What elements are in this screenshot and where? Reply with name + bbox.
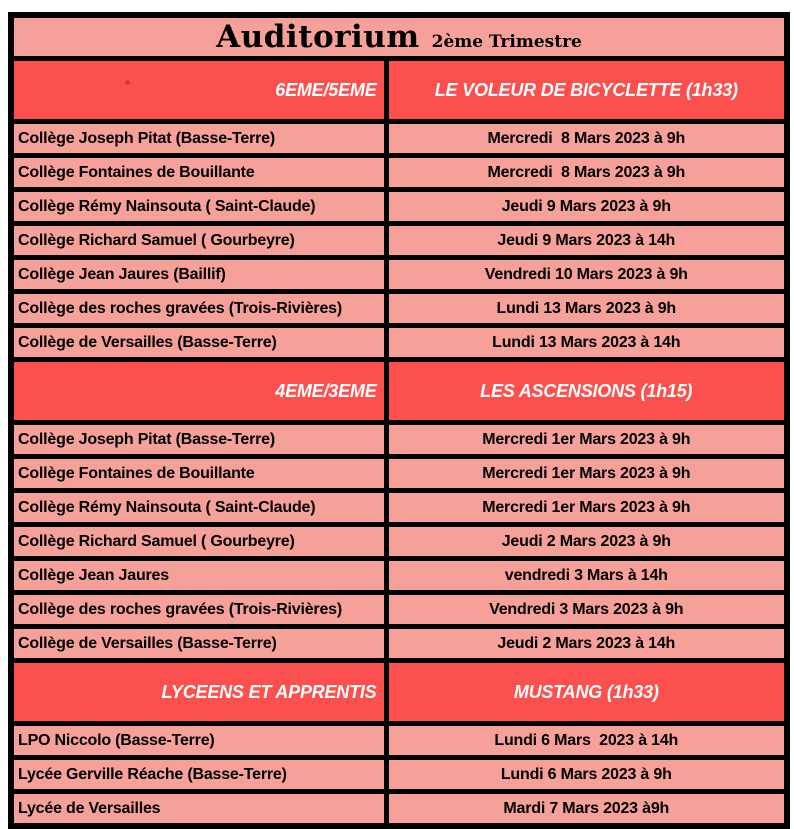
table-row	[11, 292, 787, 326]
table-row	[11, 190, 787, 224]
film-title-cell: LES ASCENSIONS (1h15)	[386, 360, 787, 423]
date-cell: Mercredi 8 Mars 2023 à 9h	[386, 122, 787, 156]
section-header-6eme-5eme	[11, 59, 787, 122]
table-row	[11, 122, 787, 156]
table-row	[11, 559, 787, 593]
date-cell: Jeudi 9 Mars 2023 à 9h	[386, 190, 787, 224]
school-cell: LPO Niccolo (Basse-Terre)	[11, 724, 386, 758]
date-cell: vendredi 3 Mars à 14h	[386, 559, 787, 593]
school-cell: Lycée Gerville Réache (Basse-Terre)	[11, 758, 386, 792]
table-row	[11, 724, 787, 758]
page-subtitle: 2ème Trimestre	[431, 32, 582, 52]
film-title-cell: MUSTANG (1h33)	[386, 661, 787, 724]
school-cell: Collège Jean Jaures	[11, 559, 386, 593]
date-cell: Mercredi 8 Mars 2023 à 9h	[386, 156, 787, 190]
date-cell: Jeudi 2 Mars 2023 à 14h	[386, 627, 787, 661]
table-row	[11, 792, 787, 827]
school-cell: Lycée de Versailles	[11, 792, 386, 827]
section-level-label: 6EME/5EME	[275, 79, 377, 100]
school-cell: Collège Richard Samuel ( Gourbeyre)	[11, 525, 386, 559]
date-cell: Jeudi 2 Mars 2023 à 9h	[386, 525, 787, 559]
school-cell: Collège de Versailles (Basse-Terre)	[11, 627, 386, 661]
table-row	[11, 258, 787, 292]
section-level-cell: LYCEENS ET APPRENTIS	[11, 661, 386, 724]
school-cell: Collège des roches gravées (Trois-Rivières)	[11, 593, 386, 627]
school-cell: Collège des roches gravées (Trois-Rivières)	[11, 292, 386, 326]
school-cell: Collège Fontaines de Bouillante	[11, 156, 386, 190]
school-cell: Collège Richard Samuel ( Gourbeyre)	[11, 224, 386, 258]
table-row	[11, 593, 787, 627]
date-cell: Vendredi 3 Mars 2023 à 9h	[386, 593, 787, 627]
table-row	[11, 525, 787, 559]
school-cell: Collège Jean Jaures (Baillif)	[11, 258, 386, 292]
date-cell: Lundi 13 Mars 2023 à 14h	[386, 326, 787, 360]
table-row	[11, 156, 787, 190]
date-cell: Mercredi 1er Mars 2023 à 9h	[386, 491, 787, 525]
table-row	[11, 224, 787, 258]
schedule-table	[8, 12, 790, 829]
section-header-lyceens	[11, 661, 787, 724]
table-row	[11, 457, 787, 491]
table-row	[11, 758, 787, 792]
date-cell: Lundi 6 Mars 2023 à 14h	[386, 724, 787, 758]
section-header-4eme-3eme	[11, 360, 787, 423]
table-row	[11, 326, 787, 360]
page-title: Auditorium	[216, 19, 420, 55]
school-cell: Collège Rémy Nainsouta ( Saint-Claude)	[11, 190, 386, 224]
school-cell: Collège de Versailles (Basse-Terre)	[11, 326, 386, 360]
school-cell: Collège Joseph Pitat (Basse-Terre)	[11, 122, 386, 156]
school-cell: Collège Rémy Nainsouta ( Saint-Claude)	[11, 491, 386, 525]
date-cell: Mercredi 1er Mars 2023 à 9h	[386, 423, 787, 457]
table-row	[11, 423, 787, 457]
title-cell	[11, 15, 787, 59]
section-level-cell: 4EME/3EME	[11, 360, 386, 423]
date-cell: Jeudi 9 Mars 2023 à 14h	[386, 224, 787, 258]
date-cell: Mardi 7 Mars 2023 à9h	[386, 792, 787, 827]
date-cell: Vendredi 10 Mars 2023 à 9h	[386, 258, 787, 292]
stray-dot	[125, 80, 130, 85]
film-title-cell: LE VOLEUR DE BICYCLETTE (1h33)	[386, 59, 787, 122]
date-cell: Mercredi 1er Mars 2023 à 9h	[386, 457, 787, 491]
section-level-cell	[11, 59, 386, 122]
date-cell: Lundi 6 Mars 2023 à 9h	[386, 758, 787, 792]
table-row	[11, 627, 787, 661]
table-row	[11, 491, 787, 525]
school-cell: Collège Fontaines de Bouillante	[11, 457, 386, 491]
title-row	[11, 15, 787, 59]
school-cell: Collège Joseph Pitat (Basse-Terre)	[11, 423, 386, 457]
date-cell: Lundi 13 Mars 2023 à 9h	[386, 292, 787, 326]
